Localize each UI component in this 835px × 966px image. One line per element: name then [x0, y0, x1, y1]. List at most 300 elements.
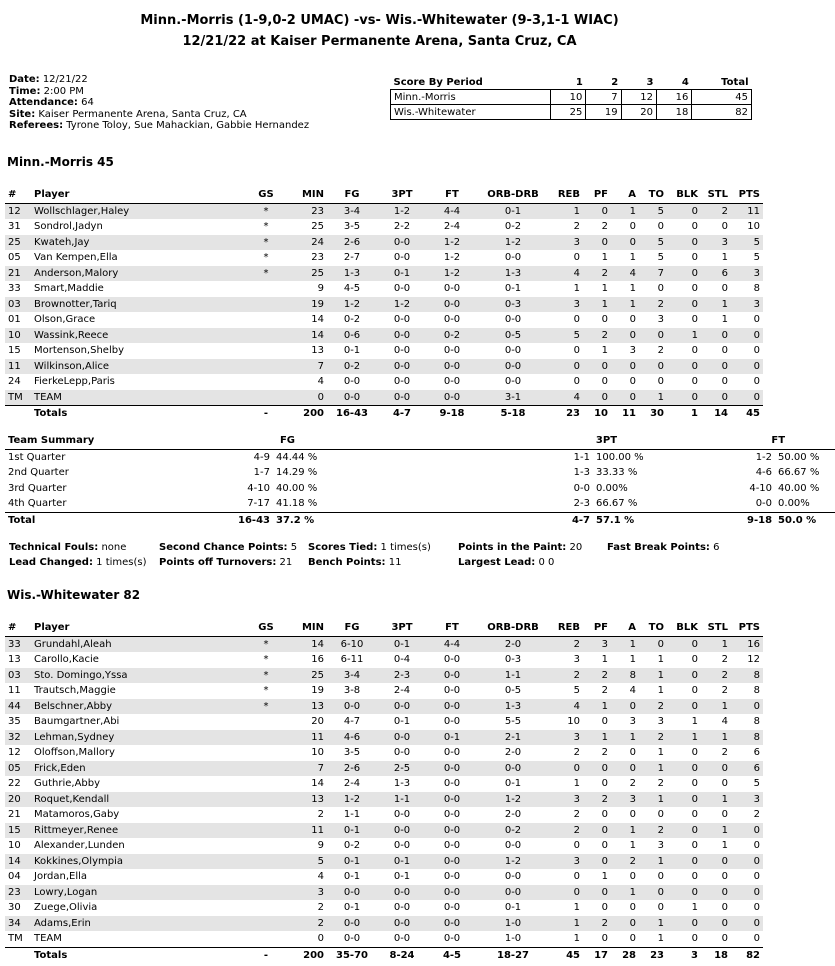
points-off-turnovers: Points off Turnovers: 21 [159, 557, 293, 568]
jersey-number: 33 [5, 636, 31, 652]
blocks: 0 [667, 668, 701, 684]
games-started [245, 916, 287, 932]
rebounds-split: 0-0 [504, 345, 522, 357]
rebounds: 2 [573, 747, 580, 759]
minutes: 0 [317, 933, 324, 945]
personal-fouls: 0 [601, 840, 608, 852]
turnovers: 1 [657, 747, 664, 759]
turnovers: 7 [639, 266, 667, 282]
player-name: Trautsch,Maggie [34, 685, 116, 697]
score-by-period-header-cell: 3 [621, 75, 656, 90]
turnovers: 1 [657, 654, 664, 666]
player-name: Lowry,Logan [31, 885, 245, 901]
player-name: Belschner,Abby [31, 699, 245, 715]
summary-value: 0.00% [596, 482, 628, 494]
turnovers: 2 [639, 730, 667, 746]
minutes-header: MIN [287, 187, 327, 203]
rebounds: 4 [549, 266, 583, 282]
team-summary-label: Team Summary [5, 433, 155, 449]
summary-value: 4-10 [749, 482, 773, 494]
field-goals: 2-6 [327, 235, 377, 251]
player-row [5, 900, 763, 916]
rebounds: 3 [549, 235, 583, 251]
jersey-number: 10 [8, 840, 21, 852]
field-goals: 0-6 [327, 328, 377, 344]
turnovers: 2 [639, 297, 667, 313]
assists: 0 [629, 809, 636, 821]
jersey-number: 44 [5, 699, 31, 715]
games-started [245, 931, 287, 947]
player-name: Oloffson,Mallory [34, 747, 115, 759]
field-goals: 0-0 [343, 933, 361, 945]
steals: 0 [721, 809, 728, 821]
total-minutes: 200 [287, 406, 327, 422]
assists: 1 [629, 654, 636, 666]
assists: 0 [611, 699, 639, 715]
referees-line: Referees: Tyrone Toloy, Sue Mahackian, Gabbie Hernandez [9, 120, 310, 131]
date-line: Date: 12/21/22 [9, 74, 88, 85]
blocks: 0 [667, 235, 701, 251]
field-goals: 2-4 [343, 778, 361, 790]
games-started: * [245, 266, 287, 282]
assists-header: A [611, 187, 639, 203]
free-throws: 0-0 [443, 933, 461, 945]
free-throws: 0-0 [427, 359, 477, 375]
personal-fouls: 1 [583, 699, 611, 715]
rebounds-split: 0-0 [477, 359, 549, 375]
field-goals: 0-2 [343, 840, 361, 852]
minutes: 14 [287, 636, 327, 652]
personal-fouls: 0 [601, 716, 608, 728]
jersey-number: 10 [5, 328, 31, 344]
personal-fouls: 0 [583, 390, 611, 406]
rebounds: 3 [549, 792, 583, 808]
assists: 2 [629, 778, 636, 790]
personal-fouls: 2 [601, 221, 608, 233]
rebounds-split: 0-1 [477, 203, 549, 219]
rebounds-split: 1-3 [477, 699, 549, 715]
score-by-period-row [391, 105, 752, 120]
player-name: Carollo,Kacie [34, 654, 99, 666]
field-goals: 0-2 [327, 359, 377, 375]
points: 5 [753, 778, 760, 790]
player-name: Kokkines,Olympia [31, 854, 245, 870]
summary-value: 33.33 % [596, 467, 638, 479]
player-name: Baumgartner,Abi [34, 716, 120, 728]
total-field-goals: 35-70 [327, 947, 377, 963]
summary-value: 4-9 [253, 451, 270, 463]
field-goals: 0-0 [327, 390, 377, 406]
three-pointers: 0-0 [393, 376, 411, 388]
steals-header: STL [701, 620, 731, 636]
field-goals: 2-7 [343, 252, 361, 264]
jersey-number: 31 [8, 221, 21, 233]
personal-fouls: 0 [601, 376, 608, 388]
minutes: 14 [311, 778, 324, 790]
field-goals-header: FG [327, 620, 377, 636]
blocks: 0 [691, 252, 698, 264]
personal-fouls: 2 [583, 266, 611, 282]
jersey-number: 03 [5, 668, 31, 684]
summary-value: 14.29 % [276, 467, 318, 479]
points: 0 [731, 328, 763, 344]
attendance-value: 64 [81, 97, 94, 108]
assists: 4 [611, 266, 639, 282]
assists: 3 [629, 345, 636, 357]
jersey-number: 12 [8, 747, 21, 759]
assists: 0 [611, 390, 639, 406]
steals: 0 [721, 221, 728, 233]
rebounds: 4 [549, 390, 583, 406]
three-pointers: 0-1 [377, 266, 427, 282]
points: 0 [753, 840, 760, 852]
player-row [5, 390, 763, 406]
blocks: 0 [667, 297, 701, 313]
field-goals: 3-5 [343, 747, 361, 759]
field-goals: 0-1 [343, 345, 361, 357]
jersey-number: 13 [8, 654, 21, 666]
points: 11 [731, 203, 763, 219]
player-name: Grundahl,Aleah [31, 636, 245, 652]
rebounds: 0 [573, 840, 580, 852]
field-goals: 0-1 [343, 902, 361, 914]
summary-value: 1-1 [573, 451, 591, 463]
minutes: 19 [311, 685, 324, 697]
free-throws: 0-0 [443, 747, 461, 759]
games-started [245, 823, 287, 839]
jersey-number: 15 [8, 345, 21, 357]
blocks: 0 [667, 761, 701, 777]
games-started [245, 807, 287, 823]
turnovers: 5 [639, 235, 667, 251]
games-started [245, 281, 287, 297]
total-rebounds: 45 [549, 947, 583, 963]
ft-header: FT [657, 433, 835, 449]
steals: 2 [701, 668, 731, 684]
minutes: 20 [311, 716, 324, 728]
three-pointers: 0-0 [377, 823, 427, 839]
total-personal-fouls: 17 [583, 947, 611, 963]
rebounds: 0 [573, 871, 580, 883]
minutes: 25 [287, 668, 327, 684]
summary-value: 1-3 [573, 467, 591, 479]
assists: 1 [611, 885, 639, 901]
free-throws: 0-0 [427, 668, 477, 684]
total-rebounds: 23 [549, 406, 583, 422]
games-started [245, 312, 287, 328]
games-started: * [263, 221, 269, 233]
player-name: Matamoros,Gaby [34, 809, 120, 821]
turnovers: 0 [639, 359, 667, 375]
player-name: Wollschlager,Haley [31, 203, 245, 219]
player-row [5, 714, 763, 730]
games-started-header: GS [245, 187, 287, 203]
minutes: 9 [317, 283, 324, 295]
steals: 4 [721, 716, 728, 728]
points: 8 [753, 283, 760, 295]
free-throws: 0-0 [427, 390, 477, 406]
turnovers: 1 [657, 685, 664, 697]
total-field-goals: 16-43 [327, 406, 377, 422]
rebounds-split: 5-5 [504, 716, 522, 728]
rebounds: 0 [549, 359, 583, 375]
three-pointers: 0-0 [377, 390, 427, 406]
personal-fouls: 1 [583, 297, 611, 313]
turnovers: 1 [639, 916, 667, 932]
blocks: 1 [667, 328, 701, 344]
turnovers: 0 [639, 636, 667, 652]
free-throws: 0-0 [427, 823, 477, 839]
turnovers: 2 [639, 823, 667, 839]
assists: 1 [629, 283, 636, 295]
points: 0 [753, 871, 760, 883]
jersey-number: TM [5, 390, 31, 406]
player-name: Adams,Erin [31, 916, 245, 932]
games-started [245, 761, 287, 777]
points: 6 [731, 761, 763, 777]
jersey-number: 11 [8, 685, 21, 697]
three-pointers: 0-0 [393, 902, 411, 914]
blocks: 0 [691, 840, 698, 852]
field-goals: 3-4 [327, 668, 377, 684]
three-pointers: 0-0 [393, 345, 411, 357]
summary-total-value: 57.1 % [593, 512, 657, 528]
free-throws: 4-4 [427, 203, 477, 219]
rebounds-split-header: ORB-DRB [477, 187, 549, 203]
period-score: 19 [586, 105, 621, 120]
points: 3 [731, 266, 763, 282]
summary-value: 44.44 % [276, 451, 318, 463]
free-throws: 0-0 [443, 314, 461, 326]
personal-fouls: 0 [583, 885, 611, 901]
jersey-number-header: # [5, 187, 31, 203]
points: 0 [731, 854, 763, 870]
player-row [5, 885, 763, 901]
minutes: 5 [287, 854, 327, 870]
games-started [245, 297, 287, 313]
jersey-number: 11 [5, 359, 31, 375]
rebounds-split: 0-2 [504, 221, 522, 233]
minutes: 4 [317, 376, 324, 388]
points: 2 [753, 809, 760, 821]
player-row [5, 931, 763, 947]
total-blocks: 1 [667, 406, 701, 422]
three-pointers: 2-4 [393, 685, 411, 697]
assists: 0 [611, 235, 639, 251]
three-pointers: 0-1 [393, 716, 411, 728]
steals: 0 [721, 376, 728, 388]
points: 0 [731, 390, 763, 406]
personal-fouls: 0 [601, 933, 608, 945]
steals: 3 [701, 235, 731, 251]
blocks: 0 [691, 283, 698, 295]
games-started [245, 359, 287, 375]
total-personal-fouls: 10 [583, 406, 611, 422]
games-started: * [263, 654, 269, 666]
rebounds-split: 1-3 [477, 266, 549, 282]
games-started [245, 792, 287, 808]
total-rebounds-split: 5-18 [477, 406, 549, 422]
three-pointers: 0-1 [393, 871, 411, 883]
blocks: 1 [691, 902, 698, 914]
summary-total-value: 37.2 % [273, 512, 335, 528]
quarter-summary-row [5, 496, 835, 512]
personal-fouls: 0 [583, 359, 611, 375]
three-pointers: 0-0 [393, 747, 411, 759]
period-score: 18 [656, 105, 691, 120]
points-header: PTS [731, 620, 763, 636]
rebounds: 1 [573, 933, 580, 945]
personal-fouls-header: PF [583, 620, 611, 636]
second-chance-points: Second Chance Points: 5 [159, 542, 298, 553]
games-started [245, 776, 287, 792]
quarter-label: 1st Quarter [8, 451, 66, 463]
games-started [245, 328, 287, 344]
field-goals: 4-5 [343, 283, 361, 295]
three-pointers: 2-3 [377, 668, 427, 684]
time-value: 2:00 PM [43, 85, 84, 97]
assists: 0 [611, 359, 639, 375]
rebounds-split: 0-2 [477, 823, 549, 839]
free-throws: 0-0 [427, 699, 477, 715]
rebounds: 1 [549, 916, 583, 932]
player-row [5, 823, 763, 839]
rebounds-split: 2-0 [477, 636, 549, 652]
turnovers: 0 [657, 809, 664, 821]
three-pointers: 0-0 [393, 933, 411, 945]
minutes: 11 [287, 823, 327, 839]
turnovers: 1 [657, 933, 664, 945]
turnovers: 0 [639, 885, 667, 901]
rebounds-split: 1-1 [477, 668, 549, 684]
total-jersey-number [5, 406, 31, 422]
blocks: 0 [691, 221, 698, 233]
points: 0 [753, 933, 760, 945]
blocks: 0 [667, 854, 701, 870]
personal-fouls: 2 [583, 916, 611, 932]
points: 0 [731, 699, 763, 715]
rebounds-split: 0-0 [504, 252, 522, 264]
minutes: 16 [311, 654, 324, 666]
points: 3 [731, 297, 763, 313]
points: 8 [731, 668, 763, 684]
three-pointers: 0-0 [377, 730, 427, 746]
rebounds: 0 [549, 761, 583, 777]
steals: 1 [701, 730, 731, 746]
player-name: Frick,Eden [31, 761, 245, 777]
turnovers: 5 [639, 203, 667, 219]
rebounds: 1 [573, 283, 580, 295]
field-goals: 1-3 [327, 266, 377, 282]
score-by-period-header-cell: Score By Period [391, 75, 551, 90]
personal-fouls: 0 [583, 203, 611, 219]
free-throws: 0-0 [427, 916, 477, 932]
points: 6 [753, 747, 760, 759]
steals: 0 [701, 359, 731, 375]
free-throws: 1-2 [443, 252, 461, 264]
jersey-number: 03 [5, 297, 31, 313]
steals: 2 [721, 654, 728, 666]
free-throws: 0-0 [443, 654, 461, 666]
player-name: Olson,Grace [34, 314, 96, 326]
player-name: Wilkinson,Alice [31, 359, 245, 375]
minutes: 4 [317, 871, 324, 883]
player-name: Wassink,Reece [31, 328, 245, 344]
minutes: 0 [287, 390, 327, 406]
rebounds: 3 [549, 854, 583, 870]
total-rebounds-split: 18-27 [477, 947, 549, 963]
blocks-header: BLK [667, 187, 701, 203]
free-throws: 0-0 [443, 902, 461, 914]
rebounds: 5 [573, 685, 580, 697]
total-points: 82 [731, 947, 763, 963]
minutes: 25 [311, 221, 324, 233]
games-started [245, 838, 287, 854]
blocks: 0 [667, 885, 701, 901]
player-row [5, 776, 763, 792]
summary-value: 2-3 [573, 498, 591, 510]
rebounds: 3 [549, 730, 583, 746]
summary-total-value: 9-18 [657, 512, 775, 528]
three-pointers: 0-0 [377, 235, 427, 251]
personal-fouls: 1 [601, 871, 608, 883]
free-throws: 4-4 [427, 636, 477, 652]
total-minutes: 200 [287, 947, 327, 963]
blocks: 0 [691, 933, 698, 945]
team2-title: Wis.-Whitewater 82 [7, 588, 141, 602]
player-row [5, 683, 763, 699]
jersey-number: 05 [8, 252, 21, 264]
games-started: * [245, 699, 287, 715]
games-started [245, 869, 287, 885]
free-throws: 1-2 [427, 235, 477, 251]
personal-fouls: 1 [601, 252, 608, 264]
steals: 0 [721, 283, 728, 295]
quarter-summary-row [5, 465, 835, 481]
points: 0 [731, 885, 763, 901]
steals: 1 [721, 840, 728, 852]
rebounds: 5 [549, 328, 583, 344]
points: 0 [731, 916, 763, 932]
steals: 6 [701, 266, 731, 282]
period-score: 12 [621, 90, 656, 105]
jersey-number-header: # [5, 620, 31, 636]
rebounds-split: 0-3 [477, 297, 549, 313]
blocks: 0 [691, 314, 698, 326]
game-info [9, 74, 309, 132]
player-row [5, 745, 763, 761]
player-name: Smart,Maddie [34, 283, 104, 295]
minutes: 9 [317, 840, 324, 852]
turnovers: 1 [639, 761, 667, 777]
jersey-number: 14 [5, 854, 31, 870]
player-row [5, 343, 763, 359]
rebounds-split: 1-0 [504, 933, 522, 945]
minutes: 3 [287, 885, 327, 901]
blocks: 0 [667, 792, 701, 808]
field-goals: 4-6 [327, 730, 377, 746]
turnovers: 1 [639, 854, 667, 870]
turnovers: 1 [639, 792, 667, 808]
player-row [5, 668, 763, 684]
points: 16 [731, 636, 763, 652]
rebounds: 0 [573, 345, 580, 357]
player-name: Brownotter,Tariq [31, 297, 245, 313]
technical-fouls: Technical Fouls: none [9, 542, 127, 553]
personal-fouls: 2 [583, 792, 611, 808]
assists: 3 [611, 792, 639, 808]
jersey-number: 21 [8, 809, 21, 821]
